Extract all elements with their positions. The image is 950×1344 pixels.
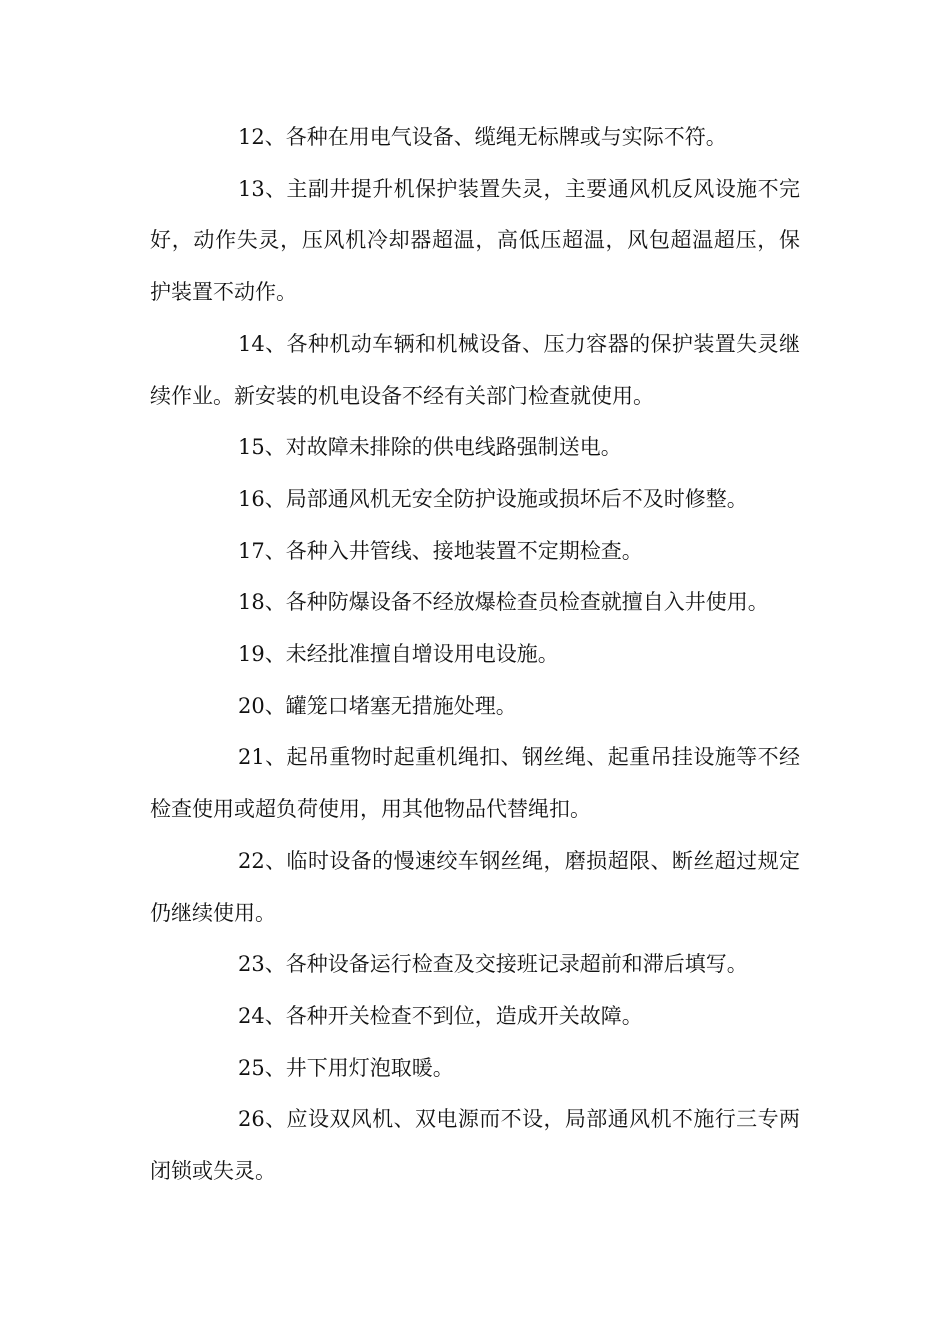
list-item: 14、各种机动车辆和机械设备、压力容器的保护装置失灵继续作业。新安装的机电设备不经有关部门检查就使用。	[150, 331, 800, 408]
list-item: 22、临时设备的慢速绞车钢丝绳，磨损超限、断丝超过规定仍继续使用。	[150, 848, 800, 925]
list-item: 18、各种防爆设备不经放爆检查员检查就擅自入井使用。	[238, 590, 769, 615]
list-item: 25、井下用灯泡取暖。	[238, 1055, 454, 1080]
list-item: 23、各种设备运行检查及交接班记录超前和滞后填写。	[238, 952, 748, 977]
list-item: 24、各种开关检查不到位，造成开关故障。	[238, 1003, 643, 1028]
document-body	[150, 112, 800, 1198]
list-item: 16、局部通风机无安全防护设施或损坏后不及时修整。	[238, 486, 748, 511]
list-item: 15、对故障未排除的供电线路强制送电。	[238, 435, 622, 460]
list-item: 21、起吊重物时起重机绳扣、钢丝绳、起重吊挂设施等不经检查使用或超负荷使用，用其他物品代替绳扣。	[150, 745, 800, 822]
list-item: 20、罐笼口堵塞无措施处理。	[238, 693, 517, 718]
list-item: 12、各种在用电气设备、缆绳无标牌或与实际不符。	[238, 125, 727, 149]
list-item: 19、未经批准擅自增设用电设施。	[238, 642, 559, 667]
list-item: 13、主副井提升机保护装置失灵，主要通风机反风设施不完好，动作失灵，压风机冷却器超温，高低压超温，风包超温超压，保护装置不动作。	[150, 176, 800, 305]
list-item: 17、各种入井管线、接地装置不定期检查。	[238, 538, 643, 563]
list-item: 26、应设双风机、双电源而不设，局部通风机不施行三专两闭锁或失灵。	[150, 1107, 800, 1184]
